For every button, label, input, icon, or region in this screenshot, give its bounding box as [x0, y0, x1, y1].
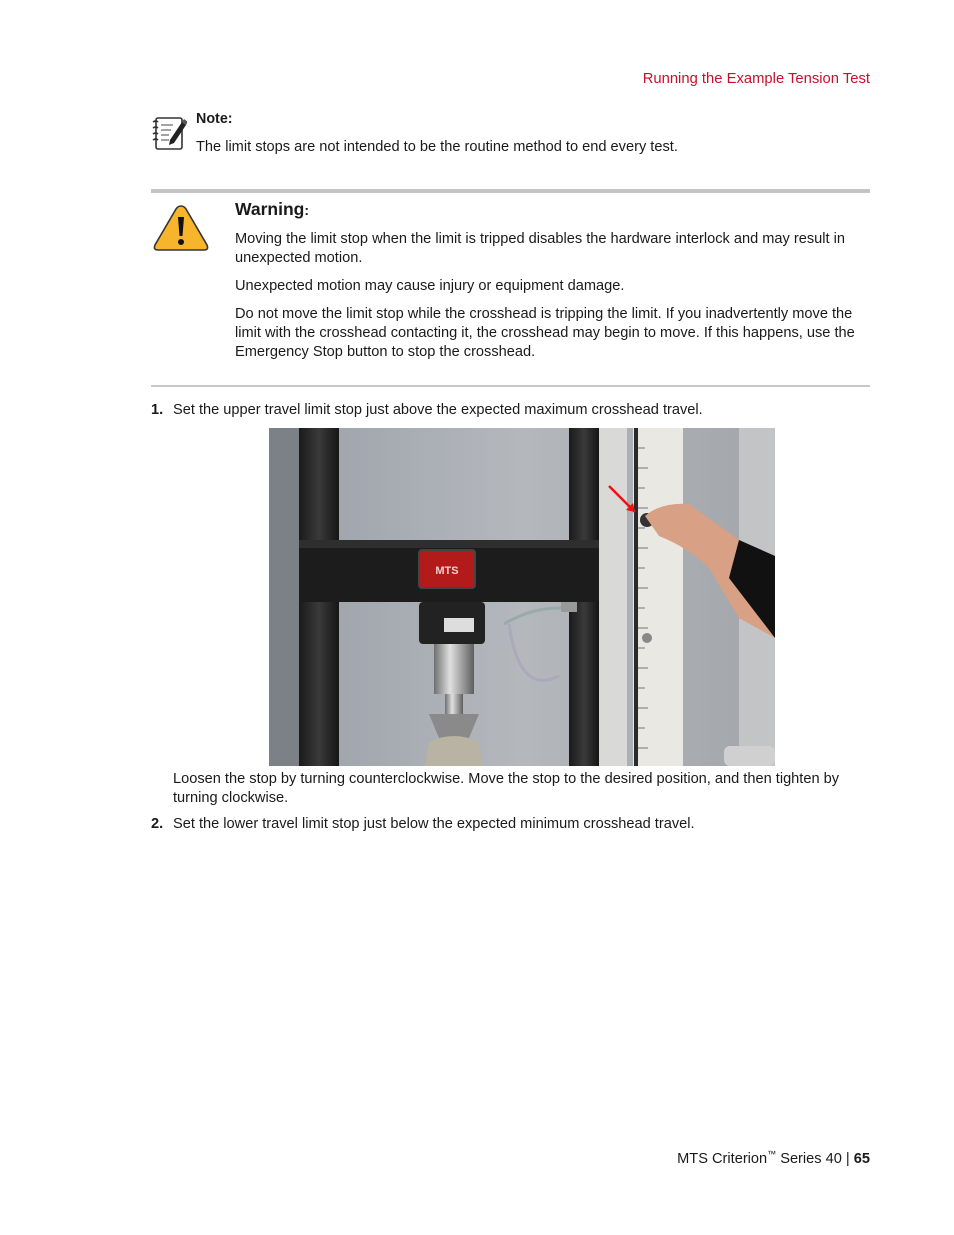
page-number: 65 [853, 1151, 870, 1167]
warning-paragraph: Do not move the limit stop while the crosshead is tripping the limit. If you inadvertently move the limit with the crosshead contacting it, the crosshead may begin to move. If this happens, use the Emergency Stop button to stop the crosshead. [235, 306, 855, 360]
step-text: Set the upper travel limit stop just above the expected maximum crosshead travel. [173, 402, 703, 418]
note-text: The limit stops are not intended to be the routine method to end every test. [196, 139, 678, 155]
footer-series: Series 40 | [776, 1151, 854, 1167]
warning-icon [152, 203, 210, 253]
warning-paragraph: Moving the limit stop when the limit is tripped disables the hardware interlock and may result in unexpected motion. [235, 231, 845, 266]
warning-bottom-divider [151, 385, 870, 387]
footer-product: MTS Criterion [677, 1151, 768, 1167]
note-title: Note: [196, 111, 233, 127]
page-footer [677, 1149, 870, 1167]
test-frame-photo [269, 428, 775, 766]
step-number: 2. [151, 816, 164, 832]
running-header: Running the Example Tension Test [642, 71, 870, 87]
step-number: 1. [151, 402, 164, 418]
warning-paragraph: Unexpected motion may cause injury or equipment damage. [235, 278, 625, 294]
note-icon [151, 113, 187, 153]
step-item [151, 816, 695, 832]
mts-logo-text: MTS [435, 565, 459, 577]
warning-title: Warning: [235, 199, 310, 219]
step-item [151, 402, 703, 418]
step-text: Set the lower travel limit stop just below the expected minimum crosshead travel. [173, 816, 695, 832]
footer-trademark: ™ [767, 1149, 777, 1159]
warning-top-divider [151, 189, 870, 193]
photo-caption: Loosen the stop by turning counterclockwise. Move the stop to the desired position, and then tighten by turning clockwise. [173, 771, 840, 806]
warning-body [235, 230, 871, 371]
